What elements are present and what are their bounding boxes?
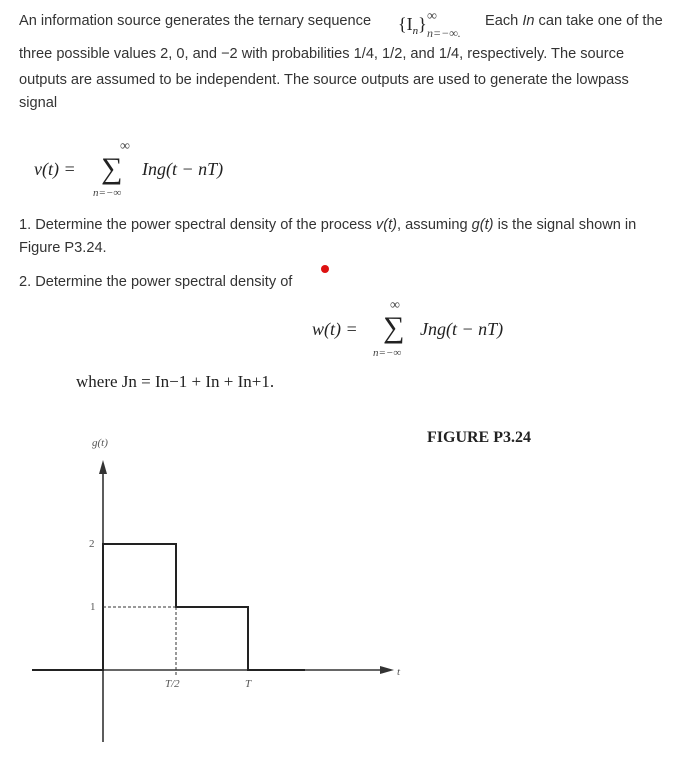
x-axis-label: t <box>397 666 401 678</box>
ytick-1: 1 <box>90 601 96 613</box>
question-2: 2. Determine the power spectral density of <box>19 274 293 290</box>
intro-line-2: three possible values 2, 0, and −2 with probabilities 1/4, 1/2, and 1/4, respectively. The source <box>19 46 625 62</box>
intro-text-before: An information source generates the ternary sequence <box>19 13 372 29</box>
sequence-symbol: $\{I_n\}$ <box>398 14 427 37</box>
eq-w-sum-top: ∞ <box>390 298 400 313</box>
x-axis-arrow <box>380 666 394 674</box>
eq-w-sum-bottom: n=−∞ <box>373 347 402 359</box>
figure-plot <box>0 420 420 750</box>
where-line: where Jn = In−1 + In + In+1. <box>76 372 275 391</box>
question-1-line-1: 1. Determine the power spectral density of the process v(t), assuming g(t) is the signal shown in <box>19 217 637 233</box>
intro-line-4: signal <box>19 95 58 111</box>
eq-w-sigma: ∑ <box>383 311 405 344</box>
eq-v-sum-top: ∞ <box>120 139 130 154</box>
eq-v-sum-bottom: n=−∞ <box>93 187 122 199</box>
xtick-T: T <box>245 678 252 690</box>
eq-w-lhs: w(t) = <box>312 319 358 339</box>
eq-v-body: Ing(t − nT) <box>142 159 224 179</box>
intro-line-1-tail: Each In can take one of the <box>485 13 663 29</box>
y-axis-arrow <box>99 460 107 474</box>
figure-caption: FIGURE P3.24 <box>427 429 531 446</box>
question-1-line-2: Figure P3.24. <box>19 240 107 256</box>
sequence-sub: n=−∞. <box>427 26 461 40</box>
eq-w-body: Jng(t − nT) <box>420 319 504 339</box>
y-axis-label: g(t) <box>92 437 108 449</box>
sequence-sup: ∞ <box>427 9 437 24</box>
red-dot-marker <box>321 265 329 273</box>
xtick-half-T: T/2 <box>165 678 180 690</box>
eq-v-sigma: ∑ <box>101 152 123 185</box>
intro-line-3: outputs are assumed to be independent. The source outputs are used to generate the lowpass <box>19 72 629 88</box>
ytick-2: 2 <box>89 538 95 550</box>
eq-v-lhs: v(t) = <box>34 159 76 179</box>
